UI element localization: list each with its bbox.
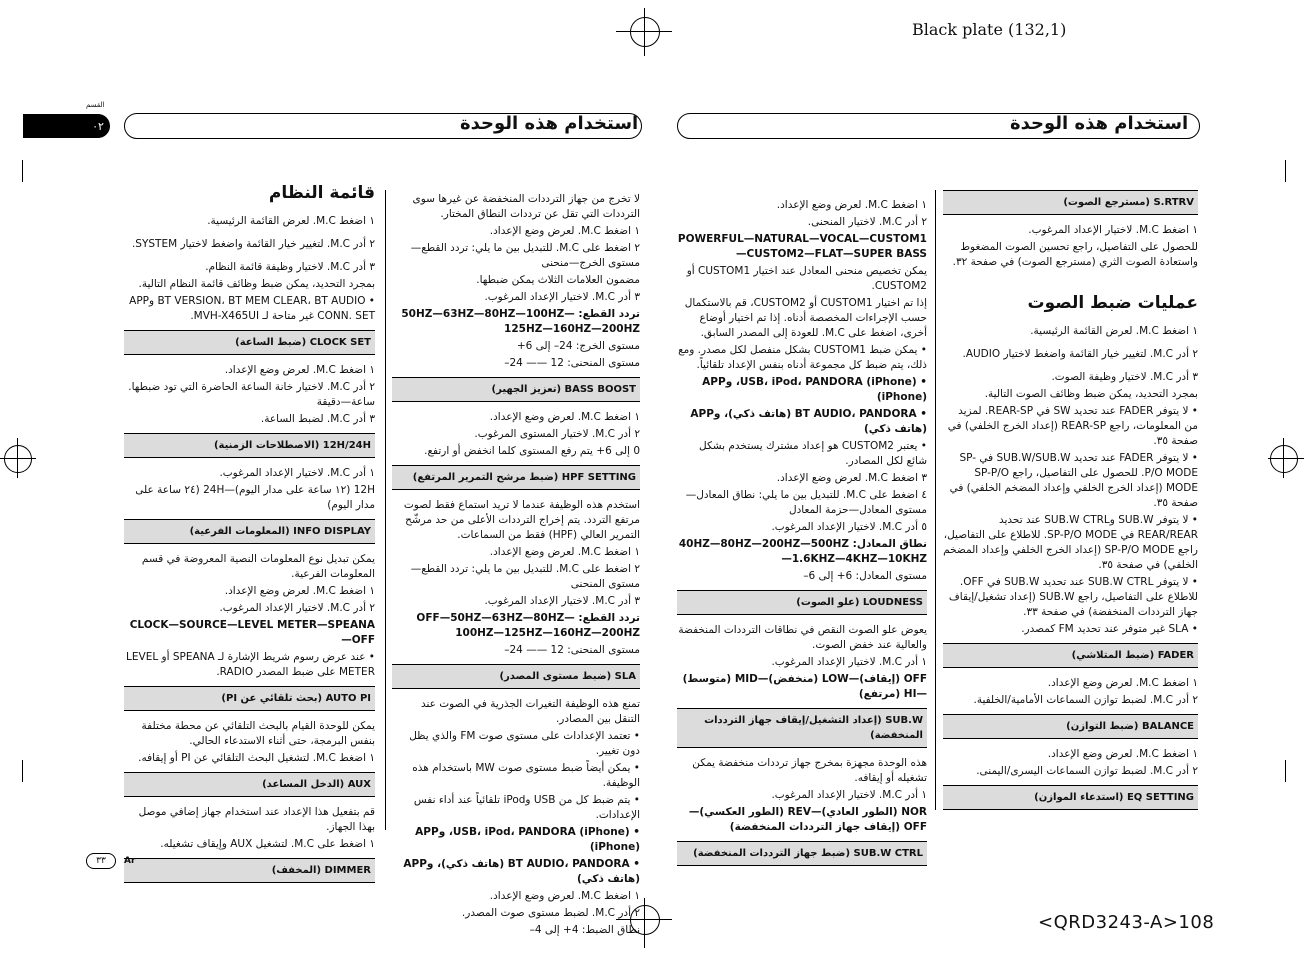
setting-band: CLOCK SET (ضبط الساعة) bbox=[124, 330, 375, 355]
setting-band: LOUDNESS (علو الصوت) bbox=[677, 590, 927, 615]
step: CLOCK—SOURCE—LEVEL METER—SPEANA—OFF bbox=[129, 619, 375, 646]
step: ١ اضغط M.C. لعرض وضع الإعداد. bbox=[776, 199, 927, 211]
setting-band: AUTO PI (بحث تلقائي عن PI) bbox=[124, 686, 375, 711]
step: • BT AUDIO، PANDORA (هاتف ذكي)، وAPP (هاتف ذكي) bbox=[403, 858, 640, 885]
step: ١ اضغط M.C. لعرض وضع الإعداد. bbox=[1047, 748, 1198, 760]
column-system-menu bbox=[124, 182, 375, 891]
registration-mark bbox=[1270, 445, 1298, 473]
step: ١ اضغط M.C. لعرض وضع الإعداد. bbox=[224, 364, 375, 376]
paragraph: • BT VERSION، BT MEM CLEAR، BT AUDIO وAPP CONN. SET غير متاحة لـ MVH-X465UI. bbox=[129, 295, 375, 322]
step: ١ اضغط M.C. لعرض وضع الإعداد. bbox=[224, 585, 375, 597]
step: ١ اضغط M.C. لعرض وضع الإعداد. bbox=[489, 225, 640, 237]
setting-band: EQ SETTING (استدعاء الموازن) bbox=[943, 785, 1198, 810]
crop-mark bbox=[1285, 160, 1286, 182]
column-divider bbox=[935, 190, 936, 810]
step: ١ أدر M.C. لاختيار الإعداد المرغوب. bbox=[219, 467, 375, 479]
step: ١ اضغط على M.C. لتشغيل AUX وإيقاف تشغيله. bbox=[160, 838, 375, 850]
bullet: • يمكن ضبط CUSTOM1 بشكل منفصل لكل مصدر. ومع ذلك، يتم ضبط كل مجموعة أدناه بنفس الإعداد تلقائياً. bbox=[678, 344, 927, 371]
step: • يتم ضبط كل من USB وiPod تلقائياً عند أداء نفس الإعدادات. bbox=[413, 794, 640, 821]
crop-mark bbox=[1285, 760, 1286, 782]
paragraph: يمكن تخصيص منحنى المعادل عند اختيار CUSTOM1 أو CUSTOM2. bbox=[686, 265, 927, 292]
step: ١ اضغط M.C. لاختيار الإعداد المرغوب. bbox=[1028, 224, 1198, 236]
language-code: Ar bbox=[124, 856, 136, 866]
header-right-title: استخدام هذه الوحدة bbox=[1010, 113, 1189, 134]
bullet: • لا يتوفر FADER عند تحديد SUB.W/SUB.W في SP-P/O MODE. للحصول على التفاصيل، راجع SP-P/O MODE (إعداد الخرج الخلفي وإعداد المضخم الخلفي) في صفحة ٣٥. bbox=[949, 452, 1198, 509]
step: ١ أدر M.C. لاختيار الإعداد المرغوب. bbox=[771, 789, 927, 801]
registration-line bbox=[0, 458, 36, 459]
step: ٢ اضغط على M.C. للتبديل بين ما يلي: تردد القطع—مستوى الخرج—منحنى bbox=[410, 242, 640, 269]
step: 12H (١٢ ساعة على مدار اليوم)—24H (٢٤ ساعة على مدار اليوم) bbox=[135, 484, 375, 511]
step: ٢ أدر M.C. لضبط توازن السماعات اليسرى/اليمنى. bbox=[976, 765, 1198, 777]
step: 0 إلى 6+ يتم رفع المستوى كلما انخفض أو ارتفع. bbox=[424, 445, 640, 457]
header-left-title: استخدام هذه الوحدة bbox=[460, 113, 639, 134]
setting-band: BALANCE (ضبط التوازن) bbox=[943, 714, 1198, 739]
section-label: القسم bbox=[86, 101, 105, 109]
step: نطاق الضبط: 4+ إلى 4– bbox=[529, 924, 640, 936]
step: ٣ أدر M.C. لاختيار وظيفة الصوت. bbox=[1051, 371, 1198, 383]
paragraph: لا تخرج من جهاز الترددات المنخفضة عن غيرها سوى الترددات التي تقل عن ترددات النطاق المختار. bbox=[412, 193, 640, 220]
step: تردد القطع: 50HZ—63HZ—80HZ—100HZ—125HZ—160HZ—200HZ bbox=[401, 308, 640, 335]
step: NOR (الطور العادي)—REV (الطور العكسي)—OFF (إيقاف جهاز الترددات المنخفضة) bbox=[688, 806, 927, 833]
bullet: • لا يتوفر SUB.W CTRL عند تحديد SUB.W في OFF. للاطلاع على التفاصيل، راجع SUB.W (إعداد تشغيل/إيقاف جهاز الترددات المنخفضة) في صفحة ٣٣. bbox=[948, 576, 1198, 618]
column-divider bbox=[385, 190, 386, 830]
section-number: ٠٢ bbox=[86, 114, 110, 138]
column-equalizer bbox=[677, 198, 927, 874]
step: ٢ أدر M.C. لاختيار المستوى المرغوب. bbox=[474, 428, 640, 440]
step: ١ اضغط M.C. لعرض وضع الإعداد. bbox=[1047, 677, 1198, 689]
step: • عند عرض رسوم شريط الإشارة لـ SPEANA أو LEVEL METER على ضبط المصدر RADIO. bbox=[126, 651, 375, 678]
crop-mark bbox=[22, 160, 23, 182]
step: ١ اضغط M.C. لعرض وضع الإعداد. bbox=[489, 890, 640, 902]
registration-line bbox=[644, 898, 645, 948]
step: مستوى الخرج: 24– إلى 6+ bbox=[516, 340, 640, 352]
step: ٢ أدر M.C. لاختيار المنحنى. bbox=[807, 216, 927, 228]
step: OFF (إيقاف)—LOW (منخفض)—MID (متوسط)—HI (مرتفع) bbox=[682, 673, 927, 700]
bullet: • BT AUDIO، PANDORA (هاتف ذكي)، وAPP (هاتف ذكي) bbox=[690, 408, 927, 435]
step: ٣ أدر M.C. لاختيار الإعداد المرغوب. bbox=[484, 291, 640, 303]
plate-label: Black plate (132,1) bbox=[912, 20, 1067, 39]
step: يمكن تبديل نوع المعلومات النصية المعروضة في قسم المعلومات الفرعية. bbox=[141, 553, 375, 580]
paragraph: بمجرد التحديد، يمكن ضبط وظائف الصوت التالية. bbox=[984, 388, 1198, 400]
step: مستوى المنحنى: 12 —— 24– bbox=[504, 644, 640, 656]
step: ٣ اضغط M.C. لعرض وضع الإعداد. bbox=[776, 472, 927, 484]
page-number: ٣٣ bbox=[86, 853, 116, 869]
step: هذه الوحدة مجهزة بمخرج جهاز ترددات منخفضة يمكن تشغيله أو إيقافه. bbox=[692, 757, 927, 784]
setting-band: DIMMER (المخفف) bbox=[124, 858, 375, 883]
step: ٢ أدر M.C. لاختيار خانة الساعة الحاضرة التي تود ضبطها. ساعة—دقيقة bbox=[128, 381, 375, 408]
registration-line bbox=[17, 438, 18, 478]
paragraph: ٢ أدر M.C. لتغيير خيار القائمة واضغط لاختيار SYSTEM. bbox=[131, 238, 375, 250]
step: ٣ أدر M.C. لضبط الساعة. bbox=[260, 413, 375, 425]
step: • USB، iPod، PANDORA (iPhone)، وAPP (iPhone) bbox=[415, 826, 640, 853]
step: ١ اضغط M.C. لتشغيل البحث التلقائي عن PI أو إيقافه. bbox=[138, 752, 375, 764]
bullet: • USB، iPod، PANDORA (iPhone)، وAPP (iPhone) bbox=[702, 376, 927, 403]
crop-mark bbox=[22, 760, 23, 782]
registration-line bbox=[1268, 458, 1304, 459]
step: ١ أدر M.C. لاختيار الإعداد المرغوب. bbox=[771, 656, 927, 668]
step: يمكن للوحدة القيام بالبحث التلقائي عن محطة مختلفة بنفس البرمجة، حتى أثناء الاستدعاء الحالي. bbox=[141, 720, 375, 747]
paragraph: إذا تم اختيار CUSTOM1 أو CUSTOM2، قم بالاستكمال حسب الإجراءات المخصصة أدناه. إذا تم اختيار أوضاع أخرى، اضغط على M.C. للعودة إلى المصدر السابق. bbox=[684, 297, 927, 339]
paragraph: بمجرد التحديد، يمكن ضبط وظائف قائمة النظام التالية. bbox=[138, 278, 375, 290]
step: POWERFUL—NATURAL—VOCAL—CUSTOM1—CUSTOM2—FLAT—SUPER BASS bbox=[677, 233, 927, 260]
step: ٢ اضغط على M.C. للتبديل بين ما يلي: تردد القطع—مستوى المنحنى bbox=[410, 563, 640, 590]
step: • يمكن أيضاً ضبط مستوى صوت MW باستخدام هذه الوظيفة. bbox=[412, 762, 640, 789]
step: ١ اضغط M.C. لعرض وضع الإعداد. bbox=[489, 546, 640, 558]
step: ٣ أدر M.C. لاختيار الإعداد المرغوب. bbox=[484, 595, 640, 607]
paragraph: للحصول على التفاصيل، راجع تحسين الصوت المضغوط واستعادة الصوت الثري (مسترجع الصوت) في صفحة ٣٢. bbox=[952, 241, 1198, 268]
registration-mark bbox=[4, 445, 32, 473]
registration-line bbox=[616, 31, 672, 32]
step: ٢ أدر M.C. لاختيار الإعداد المرغوب. bbox=[219, 602, 375, 614]
registration-mark bbox=[630, 17, 660, 47]
setting-band: SUB.W (إعداد التشغيل/إيقاف جهاز الترددات المنخفضة) bbox=[677, 708, 927, 748]
setting-band: BASS BOOST (تعزيز الجهير) bbox=[392, 377, 640, 402]
column-audio-adjustments bbox=[943, 190, 1198, 818]
step: مستوى المنحنى: 12 —— 24– bbox=[504, 357, 640, 369]
step: استخدم هذه الوظيفة عندما لا تريد استماع فقط لصوت مرتفع التردد. يتم إخراج الترددات الأعلى من حد مرشّح التمرير العالي (HPF) فقط من السماعات. bbox=[403, 499, 640, 541]
step: قم بتفعيل هذا الإعداد عند استخدام جهاز إضافي موصل بهذا الجهاز. bbox=[138, 806, 375, 833]
paragraph: ٣ أدر M.C. لاختيار وظيفة قائمة النظام. bbox=[205, 261, 375, 273]
setting-band: HPF SETTING (ضبط مرشح التمرير المرتفع) bbox=[392, 465, 640, 490]
step: ٢ أدر M.C. لتغيير خيار القائمة واضغط لاختيار AUDIO. bbox=[962, 348, 1198, 360]
setting-band: INFO DISPLAY (المعلومات الفرعية) bbox=[124, 519, 375, 544]
step: ٢ أدر M.C. لضبط مستوى صوت المصدر. bbox=[461, 907, 640, 919]
setting-band: SLA (ضبط مستوى المصدر) bbox=[392, 664, 640, 689]
step: تمنع هذه الوظيفة التغيرات الجذرية في الصوت عند التنقل بين المصادر. bbox=[420, 698, 640, 725]
section-title: قائمة النظام bbox=[268, 183, 375, 203]
bullet: • يعتبر CUSTOM2 هو إعداد مشترك يستخدم بشكل شائع لكل المصادر. bbox=[699, 440, 927, 467]
section-title: عمليات ضبط الصوت bbox=[1027, 293, 1198, 313]
setting-band: SUB.W CTRL (ضبط جهاز الترددات المنخفضة) bbox=[677, 841, 927, 866]
step: مضمون العلامات الثلاث يمكن ضبطها. bbox=[476, 274, 640, 286]
registration-line bbox=[1283, 438, 1284, 478]
step: يعوض علو الصوت النقص في نطاقات الترددات المنخفضة والعالية عند خفض الصوت. bbox=[678, 624, 927, 651]
step: ١ اضغط M.C. لعرض وضع الإعداد. bbox=[489, 411, 640, 423]
step: • تعتمد الإعدادات على مستوى صوت FM والذي يظل دون تغيير. bbox=[409, 730, 640, 757]
step: تردد القطع: OFF—50HZ—63HZ—80HZ—100HZ—125HZ—160HZ—200HZ bbox=[416, 612, 640, 639]
paragraph: ١ اضغط M.C. لعرض القائمة الرئيسية. bbox=[207, 215, 375, 227]
bullet: • لا يتوفر SUB.W وSUB.W CTRL عند تحديد REAR/REAR في SP-P/O MODE. للاطلاع على التفاصيل، راجع SP-P/O MODE (إعداد الخرج الخلفي وإعداد المضخم الخلفي) في صفحة ٣٥. bbox=[943, 514, 1198, 571]
setting-band: FADER (ضبط المتلاشي) bbox=[943, 643, 1198, 668]
step: نطاق المعادل: 40HZ—80HZ—200HZ—500HZ—1.6KHZ—4KHZ—10KHZ bbox=[678, 538, 927, 565]
setting-band: S.RTRV (مسترجع الصوت) bbox=[943, 190, 1198, 215]
column-subwoofer-settings bbox=[392, 192, 640, 940]
step: ٥ أدر M.C. لاختيار الإعداد المرغوب. bbox=[771, 521, 927, 533]
bullet: • لا يتوفر FADER عند تحديد SW في REAR-SP. لمزيد من المعلومات، راجع REAR-SP (إعداد الخرج الخلفي) في صفحة ٣٥. bbox=[947, 405, 1198, 447]
bullet: • SLA غير متوفر عند تحديد FM كمصدر. bbox=[1021, 623, 1198, 635]
setting-band: 12H/24H (الاصطلاحات الزمنية) bbox=[124, 433, 375, 458]
step: ٢ أدر M.C. لضبط توازن السماعات الأمامية/الخلفية. bbox=[973, 694, 1198, 706]
footer-code: <QRD3243-A>108 bbox=[1038, 912, 1215, 933]
step: ١ اضغط M.C. لعرض القائمة الرئيسية. bbox=[1030, 325, 1198, 337]
registration-line bbox=[644, 8, 645, 56]
step: مستوى المعادل: 6+ إلى 6– bbox=[803, 570, 927, 582]
step: ٤ اضغط على M.C. للتبديل بين ما يلي: نطاق المعادل—مستوى المعادل—حزمة المعادل bbox=[685, 489, 927, 516]
setting-band: AUX (الدخل المساعد) bbox=[124, 772, 375, 797]
